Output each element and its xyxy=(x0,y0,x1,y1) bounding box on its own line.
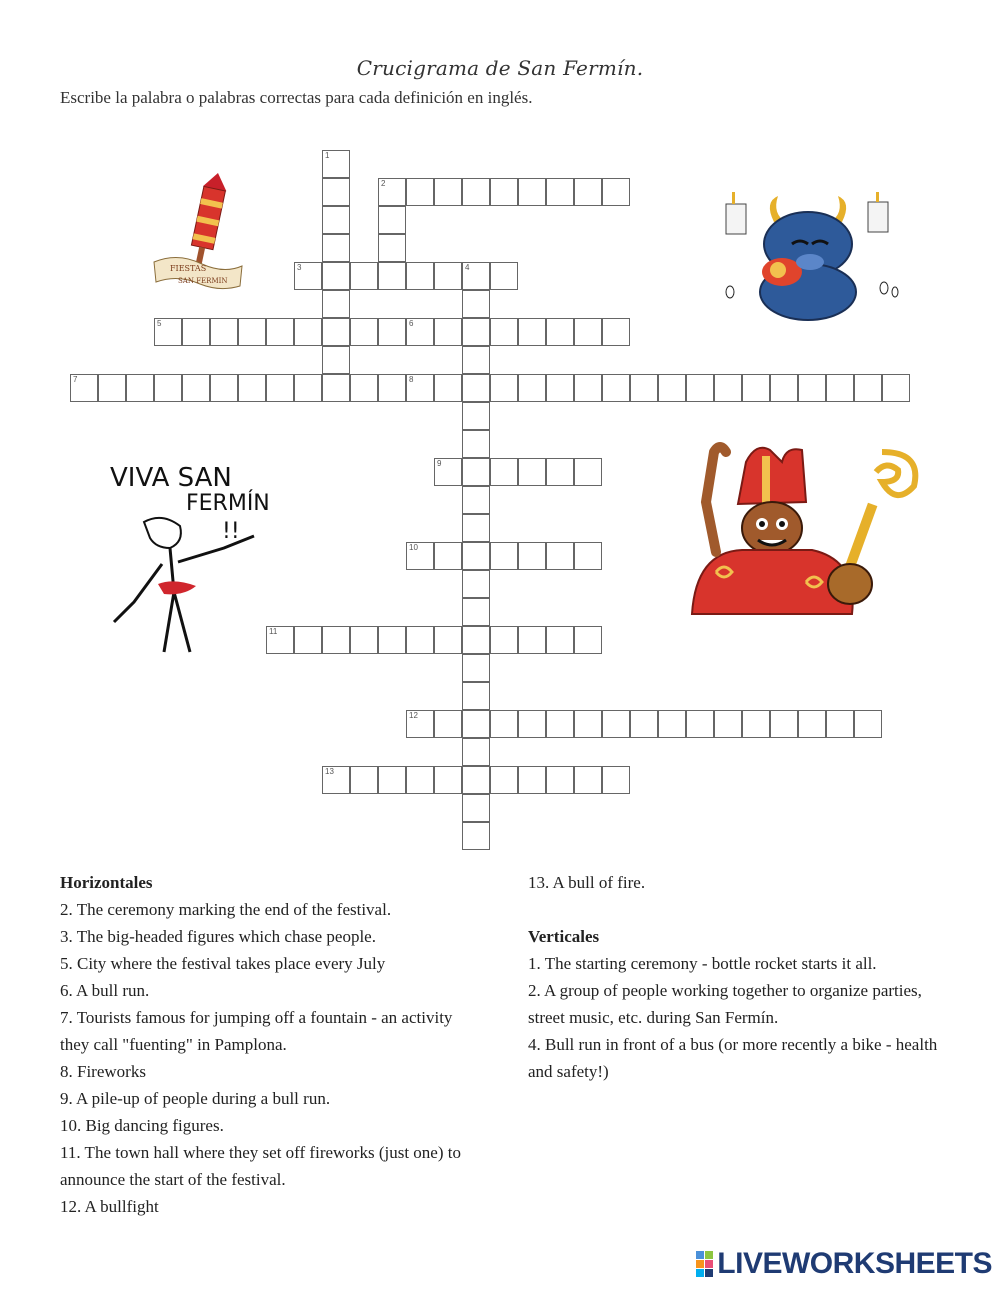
clue-number: 5 xyxy=(157,319,162,328)
crossword-cell[interactable] xyxy=(322,318,350,346)
clue-down-1: 1. The starting ceremony - bottle rocket starts it all. xyxy=(528,954,877,973)
crossword-cell[interactable] xyxy=(602,178,630,206)
crossword-cell[interactable] xyxy=(266,318,294,346)
crossword-cell[interactable] xyxy=(378,206,406,234)
crossword-cell[interactable] xyxy=(322,150,350,178)
crossword-cell[interactable] xyxy=(714,374,742,402)
clue-number: 4 xyxy=(465,263,470,272)
instructions: Escribe la palabra o palabras correctas para cada definición en inglés. xyxy=(60,88,533,107)
crossword-cell[interactable] xyxy=(322,178,350,206)
crossword-cell[interactable] xyxy=(490,262,518,290)
crossword-cell[interactable] xyxy=(462,318,490,346)
crossword-cell[interactable] xyxy=(406,626,434,654)
crossword-cell[interactable] xyxy=(406,374,434,402)
crossword-cell[interactable] xyxy=(350,262,378,290)
crossword-cell[interactable] xyxy=(686,710,714,738)
crossword-cell[interactable] xyxy=(546,766,574,794)
crossword-cell[interactable] xyxy=(658,374,686,402)
crossword-cell[interactable] xyxy=(182,374,210,402)
crossword-cell[interactable] xyxy=(742,374,770,402)
crossword-cell[interactable] xyxy=(294,262,322,290)
crossword-cell[interactable] xyxy=(462,822,490,850)
crossword-cell[interactable] xyxy=(434,374,462,402)
crossword-cell[interactable] xyxy=(462,682,490,710)
crossword-cell[interactable] xyxy=(518,374,546,402)
crossword-cell[interactable] xyxy=(658,710,686,738)
crossword-cell[interactable] xyxy=(490,766,518,794)
crossword-cell[interactable] xyxy=(462,794,490,822)
crossword-cell[interactable] xyxy=(322,374,350,402)
crossword-cell[interactable] xyxy=(574,626,602,654)
clue-across-6: 6. A bull run. xyxy=(60,981,150,1000)
crossword-cell[interactable] xyxy=(714,710,742,738)
crossword-cell[interactable] xyxy=(882,374,910,402)
crossword-cell[interactable] xyxy=(462,598,490,626)
crossword-cell[interactable] xyxy=(322,626,350,654)
clue-number: 3 xyxy=(297,263,302,272)
crossword-cell[interactable] xyxy=(182,318,210,346)
crossword-cell[interactable] xyxy=(518,318,546,346)
crossword-cell[interactable] xyxy=(546,318,574,346)
crossword-cell[interactable] xyxy=(378,234,406,262)
logo-text: LIVEWORKSHEETS xyxy=(717,1247,992,1280)
clue-across-11: 11. The town hall where they set off fireworks (just one) to announce the start of the festival. xyxy=(60,1143,461,1189)
crossword-cell[interactable] xyxy=(322,234,350,262)
clue-number: 13 xyxy=(325,767,334,776)
crossword-cell[interactable] xyxy=(574,710,602,738)
clue-across-13: 13. A bull of fire. xyxy=(528,873,646,892)
clue-across-7: 7. Tourists famous for jumping off a fountain - an activity they call "fuenting" in Pamplona. xyxy=(60,1008,453,1054)
down-heading: Verticales xyxy=(528,927,600,946)
crossword-cell[interactable] xyxy=(770,374,798,402)
crossword-cell[interactable] xyxy=(462,626,490,654)
crossword-cell[interactable] xyxy=(546,178,574,206)
crossword-cell[interactable] xyxy=(434,262,462,290)
crossword-cell[interactable] xyxy=(546,542,574,570)
crossword-cell[interactable] xyxy=(434,178,462,206)
crossword-cell[interactable] xyxy=(434,710,462,738)
rocket-banner-text-1: FIESTAS xyxy=(170,264,207,273)
clue-across-2: 2. The ceremony marking the end of the festival. xyxy=(60,900,392,919)
crossword-cell[interactable] xyxy=(490,318,518,346)
crossword-cell[interactable] xyxy=(406,318,434,346)
crossword-cell[interactable] xyxy=(294,626,322,654)
crossword-cell[interactable] xyxy=(462,374,490,402)
viva-text-3: !! xyxy=(222,519,240,544)
crossword-cell[interactable] xyxy=(350,626,378,654)
crossword-cell[interactable] xyxy=(462,402,490,430)
bishop-san-fermin-illustration xyxy=(686,442,926,617)
crossword-cell[interactable] xyxy=(518,542,546,570)
crossword-cell[interactable] xyxy=(462,766,490,794)
crossword-cell[interactable] xyxy=(462,486,490,514)
clue-number: 2 xyxy=(381,179,386,188)
crossword-cell[interactable] xyxy=(406,710,434,738)
crossword-cell[interactable] xyxy=(210,318,238,346)
clue-number: 1 xyxy=(325,151,330,160)
crossword-cell[interactable] xyxy=(574,542,602,570)
crossword-cell[interactable] xyxy=(378,262,406,290)
crossword-cell[interactable] xyxy=(518,626,546,654)
crossword-cell[interactable] xyxy=(238,318,266,346)
crossword-cell[interactable] xyxy=(490,710,518,738)
crossword-cell[interactable] xyxy=(434,458,462,486)
crossword-cell[interactable] xyxy=(462,654,490,682)
crossword-cell[interactable] xyxy=(434,626,462,654)
crossword-cell[interactable] xyxy=(154,318,182,346)
crossword-cell[interactable] xyxy=(518,178,546,206)
down-clues xyxy=(528,869,948,1085)
crossword-cell[interactable] xyxy=(490,178,518,206)
crossword-cell[interactable] xyxy=(602,766,630,794)
viva-text-2: FERMÍN xyxy=(186,491,270,516)
crossword-cell[interactable] xyxy=(574,318,602,346)
crossword-cell[interactable] xyxy=(574,766,602,794)
crossword-cell[interactable] xyxy=(406,262,434,290)
crossword-cell[interactable] xyxy=(462,262,490,290)
crossword-cell[interactable] xyxy=(350,318,378,346)
clue-number: 12 xyxy=(409,711,418,720)
crossword-cell[interactable] xyxy=(742,710,770,738)
crossword-cell[interactable] xyxy=(602,318,630,346)
crossword-cell[interactable] xyxy=(546,626,574,654)
crossword-cell[interactable] xyxy=(770,710,798,738)
crossword-cell[interactable] xyxy=(322,262,350,290)
clue-across-9: 9. A pile-up of people during a bull run. xyxy=(60,1089,331,1108)
crossword-cell[interactable] xyxy=(462,430,490,458)
clue-across-8: 8. Fireworks xyxy=(60,1062,146,1081)
rocket-banner-text-2: SAN FERMIN xyxy=(178,277,228,285)
crossword-cell[interactable] xyxy=(406,178,434,206)
crossword-cell[interactable] xyxy=(462,458,490,486)
crossword-cell[interactable] xyxy=(462,542,490,570)
crossword-cell[interactable] xyxy=(490,374,518,402)
crossword-cell[interactable] xyxy=(490,458,518,486)
clue-across-12: 12. A bullfight xyxy=(60,1197,159,1216)
clue-number: 10 xyxy=(409,543,418,552)
crossword-cell[interactable] xyxy=(574,178,602,206)
crossword-cell[interactable] xyxy=(546,710,574,738)
crossword-cell[interactable] xyxy=(462,570,490,598)
viva-text-1: VIVA SAN xyxy=(110,463,232,493)
crossword-cell[interactable] xyxy=(546,458,574,486)
crossword-cell[interactable] xyxy=(434,542,462,570)
crossword-cell[interactable] xyxy=(406,542,434,570)
crossword-cell[interactable] xyxy=(546,374,574,402)
logo-mark-icon xyxy=(696,1251,713,1277)
crossword-cell[interactable] xyxy=(462,290,490,318)
crossword-cell[interactable] xyxy=(322,766,350,794)
clue-across-3: 3. The big-headed figures which chase people. xyxy=(60,927,376,946)
clue-number: 11 xyxy=(269,627,278,636)
crossword-cell[interactable] xyxy=(70,374,98,402)
crossword-cell[interactable] xyxy=(462,710,490,738)
clue-down-2: 2. A group of people working together to organize parties, street music, etc. during San Fermín. xyxy=(528,981,922,1027)
crossword-cell[interactable] xyxy=(490,542,518,570)
crossword-cell[interactable] xyxy=(406,766,434,794)
clue-number: 9 xyxy=(437,459,442,468)
crossword-cell[interactable] xyxy=(322,346,350,374)
crossword-cell[interactable] xyxy=(630,374,658,402)
crossword-cell[interactable] xyxy=(826,710,854,738)
crossword-cell[interactable] xyxy=(434,318,462,346)
crossword-cell[interactable] xyxy=(154,374,182,402)
crossword-cell[interactable] xyxy=(210,374,238,402)
viva-san-fermin-illustration xyxy=(104,452,284,662)
crossword-cell[interactable] xyxy=(350,374,378,402)
clue-across-10: 10. Big dancing figures. xyxy=(60,1116,224,1135)
crossword-cell[interactable] xyxy=(378,766,406,794)
clue-number: 7 xyxy=(73,375,78,384)
crossword-cell[interactable] xyxy=(798,374,826,402)
across-heading: Horizontales xyxy=(60,873,153,892)
clue-number: 6 xyxy=(409,319,414,328)
crossword-cell[interactable] xyxy=(490,626,518,654)
crossword-cell[interactable] xyxy=(266,374,294,402)
crossword-cell[interactable] xyxy=(98,374,126,402)
across-clues xyxy=(60,869,470,1220)
crossword-cell[interactable] xyxy=(294,318,322,346)
crossword-cell[interactable] xyxy=(854,374,882,402)
clue-across-5: 5. City where the festival takes place every July xyxy=(60,954,386,973)
crossword-cell[interactable] xyxy=(238,374,266,402)
crossword-cell[interactable] xyxy=(574,458,602,486)
crossword-cell[interactable] xyxy=(434,766,462,794)
crossword-cell[interactable] xyxy=(322,290,350,318)
crossword-cell[interactable] xyxy=(518,458,546,486)
crossword-cell[interactable] xyxy=(630,710,658,738)
crossword-cell[interactable] xyxy=(462,178,490,206)
crossword-cell[interactable] xyxy=(126,374,154,402)
crossword-cell[interactable] xyxy=(462,346,490,374)
crossword-cell[interactable] xyxy=(602,374,630,402)
clue-number: 8 xyxy=(409,375,414,384)
page-title: Crucigrama de San Fermín. xyxy=(356,56,644,80)
crossword-cell[interactable] xyxy=(378,178,406,206)
crossword-cell[interactable] xyxy=(322,206,350,234)
crossword-cell[interactable] xyxy=(574,374,602,402)
crossword-cell[interactable] xyxy=(462,514,490,542)
bull-mascot-illustration xyxy=(712,192,902,322)
crossword-cell[interactable] xyxy=(854,710,882,738)
liveworksheets-logo xyxy=(696,1247,992,1281)
crossword-cell[interactable] xyxy=(462,738,490,766)
crossword-cell[interactable] xyxy=(518,766,546,794)
crossword-cell[interactable] xyxy=(350,766,378,794)
crossword-cell[interactable] xyxy=(294,374,322,402)
crossword-cell[interactable] xyxy=(798,710,826,738)
rocket-illustration xyxy=(148,170,248,295)
clue-down-4: 4. Bull run in front of a bus (or more recently a bike - health and safety!) xyxy=(528,1035,938,1081)
crossword-cell[interactable] xyxy=(518,710,546,738)
crossword-cell[interactable] xyxy=(378,374,406,402)
crossword-cell[interactable] xyxy=(686,374,714,402)
crossword-cell[interactable] xyxy=(378,626,406,654)
crossword-cell[interactable] xyxy=(378,318,406,346)
crossword-cell[interactable] xyxy=(826,374,854,402)
crossword-cell[interactable] xyxy=(602,710,630,738)
